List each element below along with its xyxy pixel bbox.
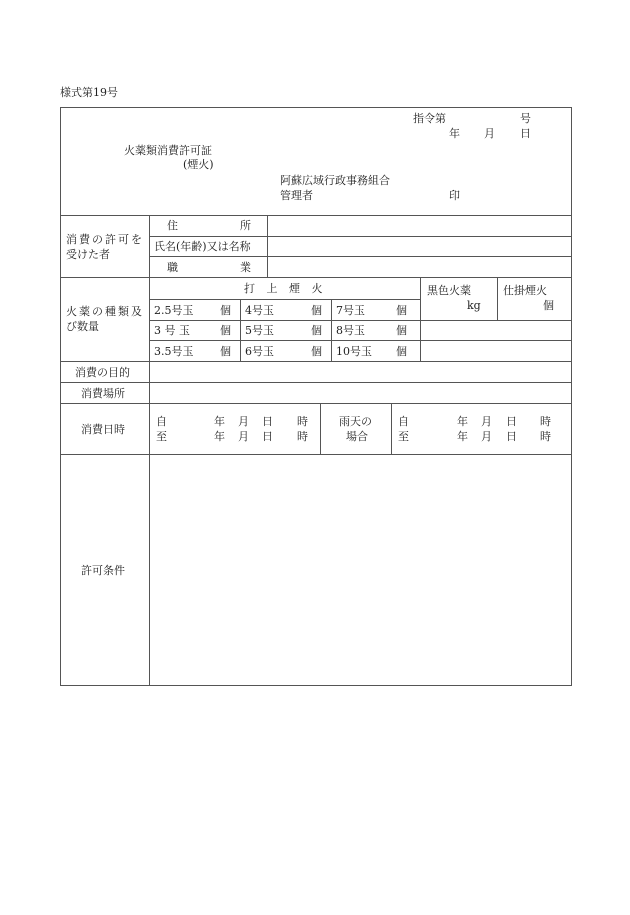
- unit-label: 個: [311, 345, 322, 358]
- shell-name: 2.5号玉: [154, 304, 194, 317]
- hour-label: 時: [540, 415, 551, 428]
- address-field[interactable]: [268, 216, 571, 235]
- location-field[interactable]: [150, 383, 571, 402]
- shell-name: 6号玉: [245, 345, 274, 358]
- shell-name: 3 号 玉: [154, 324, 190, 337]
- divider: [149, 299, 420, 300]
- permit-title: 火薬類消費許可証: [124, 144, 212, 157]
- unit-label: 個: [396, 324, 407, 337]
- occupation-label-a: 職: [167, 261, 178, 274]
- divider: [60, 277, 572, 278]
- hour-label: 時: [540, 430, 551, 443]
- issuer-org: 阿蘇広域行政事務組合: [280, 174, 390, 187]
- divider: [420, 277, 421, 361]
- rain-from-label: 自: [398, 415, 409, 428]
- set-piece-unit: 個: [543, 299, 554, 312]
- datetime-label: 消費日時: [81, 423, 125, 436]
- divider: [240, 299, 241, 361]
- divider: [149, 340, 572, 341]
- shell-name: 7号玉: [336, 304, 365, 317]
- form-number: 様式第19号: [60, 86, 118, 99]
- year-label: 年: [457, 430, 468, 443]
- divider: [391, 403, 392, 454]
- divider: [60, 403, 572, 404]
- rain-label-2: 場合: [346, 430, 368, 443]
- month-label: 月: [481, 430, 492, 443]
- permit-subtitle: (煙火): [183, 158, 214, 171]
- black-powder-unit: kg: [467, 299, 481, 312]
- directive-suffix: 号: [520, 112, 531, 125]
- purpose-field[interactable]: [150, 362, 571, 381]
- uchiage-header: 打 上 煙 火: [244, 282, 323, 295]
- date-month: 月: [484, 127, 495, 140]
- unit-label: 個: [220, 345, 231, 358]
- address-label-a: 住: [167, 219, 178, 232]
- explosives-label: 火薬の種類及: [66, 305, 144, 318]
- shell-name: 3.5号玉: [154, 345, 194, 358]
- rain-label: 雨天の: [339, 415, 372, 428]
- divider: [320, 403, 321, 454]
- to-label: 至: [156, 430, 167, 443]
- name-label: 氏名(年齢)又は名称: [154, 240, 251, 253]
- shell-name: 4号玉: [245, 304, 274, 317]
- address-label-b: 所: [240, 219, 251, 232]
- unit-label: 個: [220, 304, 231, 317]
- day-label: 日: [262, 415, 273, 428]
- name-field[interactable]: [268, 237, 571, 255]
- permittee-label-2: 受けた者: [66, 248, 110, 261]
- year-label: 年: [214, 430, 225, 443]
- hour-label: 時: [297, 430, 308, 443]
- month-label: 月: [238, 430, 249, 443]
- seal-mark: 印: [449, 189, 460, 202]
- set-piece-label: 仕掛煙火: [503, 284, 547, 297]
- location-label: 消費場所: [81, 387, 125, 400]
- day-label: 日: [506, 415, 517, 428]
- day-label: 日: [262, 430, 273, 443]
- occupation-label-b: 業: [240, 261, 251, 274]
- hour-label: 時: [297, 415, 308, 428]
- date-year: 年: [449, 127, 460, 140]
- year-label: 年: [457, 415, 468, 428]
- occupation-field[interactable]: [268, 257, 571, 276]
- unit-label: 個: [396, 304, 407, 317]
- unit-label: 個: [311, 304, 322, 317]
- issuer-role: 管理者: [280, 189, 313, 202]
- conditions-label: 許可条件: [81, 564, 125, 577]
- black-powder-label: 黒色火薬: [427, 284, 471, 297]
- permittee-label: 消費の許可を: [66, 233, 144, 246]
- divider: [149, 320, 572, 321]
- date-day: 日: [520, 127, 531, 140]
- divider: [497, 277, 498, 320]
- unit-label: 個: [311, 324, 322, 337]
- explosives-label-2: び数量: [66, 320, 99, 333]
- conditions-field[interactable]: [150, 455, 571, 685]
- rain-to-label: 至: [398, 430, 409, 443]
- month-label: 月: [481, 415, 492, 428]
- shell-name: 5号玉: [245, 324, 274, 337]
- purpose-label: 消費の目的: [75, 366, 130, 379]
- unit-label: 個: [396, 345, 407, 358]
- unit-label: 個: [220, 324, 231, 337]
- shell-name: 8号玉: [336, 324, 365, 337]
- divider: [331, 299, 332, 361]
- from-label: 自: [156, 415, 167, 428]
- day-label: 日: [506, 430, 517, 443]
- year-label: 年: [214, 415, 225, 428]
- month-label: 月: [238, 415, 249, 428]
- shell-name: 10号玉: [336, 345, 372, 358]
- directive-label: 指令第: [413, 112, 446, 125]
